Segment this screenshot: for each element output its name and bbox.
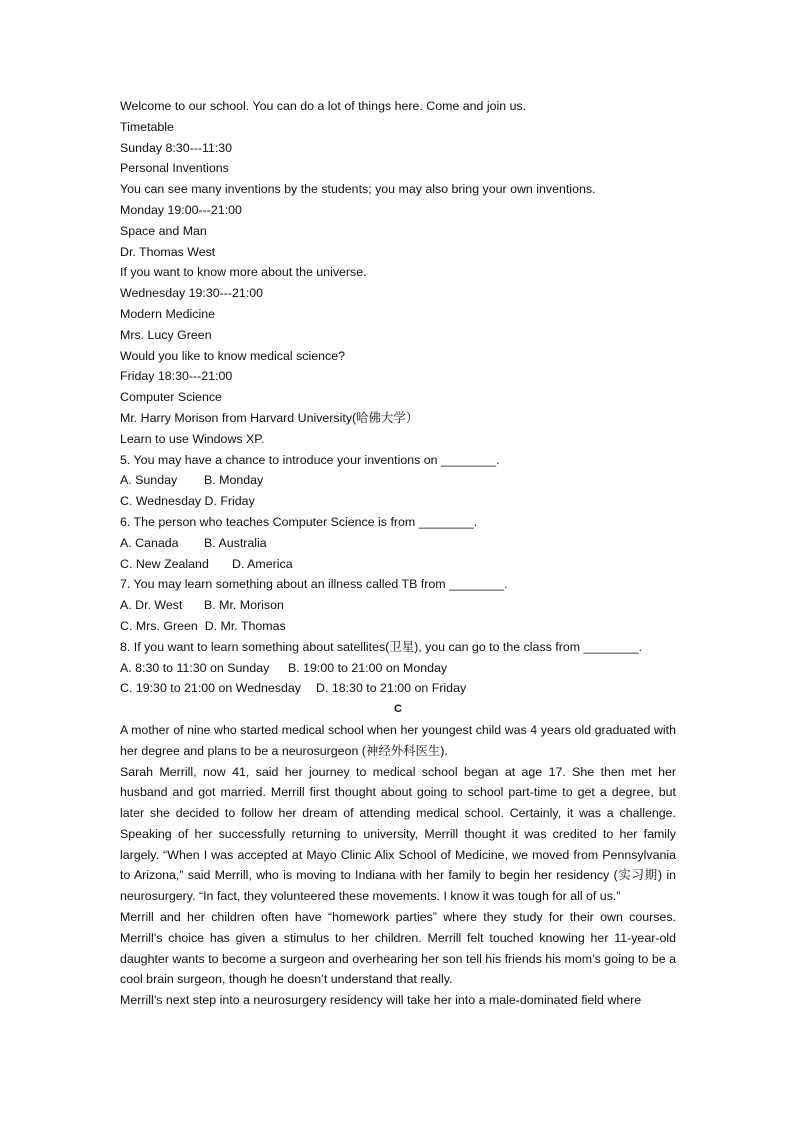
- welcome-text: Welcome to our school. You can do a lot of things here. Come and join us.: [120, 99, 527, 113]
- sunday-time: Sunday 8:30---11:30: [120, 140, 233, 155]
- question-5-stem: 5. You may have a chance to introduce your inventions on ________.: [120, 452, 500, 467]
- passage-paragraph-1: A mother of nine who started medical school when her youngest child was 4 years old graduated with her degree and plans to be a neurosurgeon (神经外科医生).: [120, 722, 676, 758]
- question-5-option-c: C. Wednesday: [120, 494, 202, 509]
- monday-teacher: Dr. Thomas West: [120, 244, 216, 259]
- monday-course-desc: If you want to know more about the universe.: [120, 265, 367, 280]
- question-8-options-row-1: [120, 658, 676, 679]
- friday-teacher: Mr. Harry Morison from Harvard University(哈佛大学）: [120, 410, 419, 425]
- question-6-option-b: B. Australia: [204, 535, 267, 550]
- question-8-option-a: A. 8:30 to 11:30 on Sunday: [120, 660, 270, 675]
- question-6-option-d: D. America: [232, 556, 293, 571]
- friday-course-desc: Learn to use Windows XP.: [120, 431, 265, 446]
- sunday-course-desc: You can see many inventions by the students; you may also bring your own inventions.: [120, 182, 596, 197]
- wednesday-course-title: Modern Medicine: [120, 306, 216, 321]
- friday-time: Friday 18:30---21:00: [120, 369, 233, 384]
- question-7-option-d: D. Mr. Thomas: [204, 618, 286, 633]
- question-7-option-c: C. Mrs. Green: [120, 618, 198, 633]
- question-7-options-row-2: [120, 616, 676, 637]
- question-7-stem: 7. You may learn something about an illness called TB from ________.: [120, 577, 508, 592]
- monday-course-title: Space and Man: [120, 223, 207, 238]
- passage-paragraph-4: Merrill’s next step into a neurosurgery residency will take her into a male-dominated field where: [120, 993, 642, 1008]
- timetable-title: Timetable: [120, 119, 174, 134]
- question-6-option-c: C. New Zealand: [120, 556, 209, 571]
- question-5-option-b: B. Monday: [204, 473, 264, 488]
- wednesday-teacher: Mrs. Lucy Green: [120, 327, 212, 342]
- question-7-option-a: A. Dr. West: [120, 598, 183, 613]
- question-7-options-row-1: [120, 595, 676, 616]
- question-6-option-a: A. Canada: [120, 535, 179, 550]
- monday-time: Monday 19:00---21:00: [120, 202, 242, 217]
- question-5-option-d: D. Friday: [204, 494, 255, 509]
- question-6-options-row-2: [120, 554, 676, 575]
- question-8-option-b: B. 19:00 to 21:00 on Monday: [288, 660, 448, 675]
- wednesday-course-desc: Would you like to know medical science?: [120, 348, 345, 363]
- document-page: [120, 96, 676, 1011]
- question-5-options-row-1: [120, 470, 676, 491]
- question-8-option-c: C. 19:30 to 21:00 on Wednesday: [120, 681, 301, 696]
- friday-course-title: Computer Science: [120, 390, 222, 405]
- question-8-option-d: D. 18:30 to 21:00 on Friday: [316, 681, 467, 696]
- question-8-stem: 8. If you want to learn something about satellites(卫星), you can go to the class from ________.: [120, 639, 643, 654]
- question-7-option-b: B. Mr. Morison: [204, 598, 284, 613]
- question-6-stem: 6. The person who teaches Computer Science is from ________.: [120, 514, 478, 529]
- wednesday-time: Wednesday 19:30---21:00: [120, 286, 264, 301]
- passage-heading: C: [394, 703, 402, 716]
- passage-paragraph-2: Sarah Merrill, now 41, said her journey to medical school began at age 17. She then met her husband and got married. Merrill first thought about going to school part-time to get a degree, but later she decided to follow her dream of attending medical school. Certainly, it was a challenge. Speaking of her successfully returning to university, Merrill thought it was credited to her family largely. “When I was accepted at Mayo Clinic Alix School of Medicine, we moved from Pennsylvania to Arizona,” said Merrill, who is moving to Indiana with her family to begin her residency (实习期) in neurosurgery. “In fact, they volunteered these movements. I know it was tough for all of us.”: [120, 764, 676, 904]
- question-6-options-row-1: [120, 533, 676, 554]
- question-5-option-a: A. Sunday: [120, 473, 178, 488]
- sunday-course-title: Personal Inventions: [120, 161, 229, 176]
- passage-paragraph-3: Merrill and her children often have “homework parties” where they study for their own courses. Merrill’s choice has given a stimulus to her children. Merrill felt touched knowing her 11-year-old daughter wants to become a surgeon and overhearing her son tell his friends his mom’s going to be a cool brain surgeon, though he doesn’t understand that really.: [120, 910, 676, 987]
- question-5-options-row-2: [120, 491, 676, 512]
- question-8-options-row-2: [120, 678, 676, 699]
